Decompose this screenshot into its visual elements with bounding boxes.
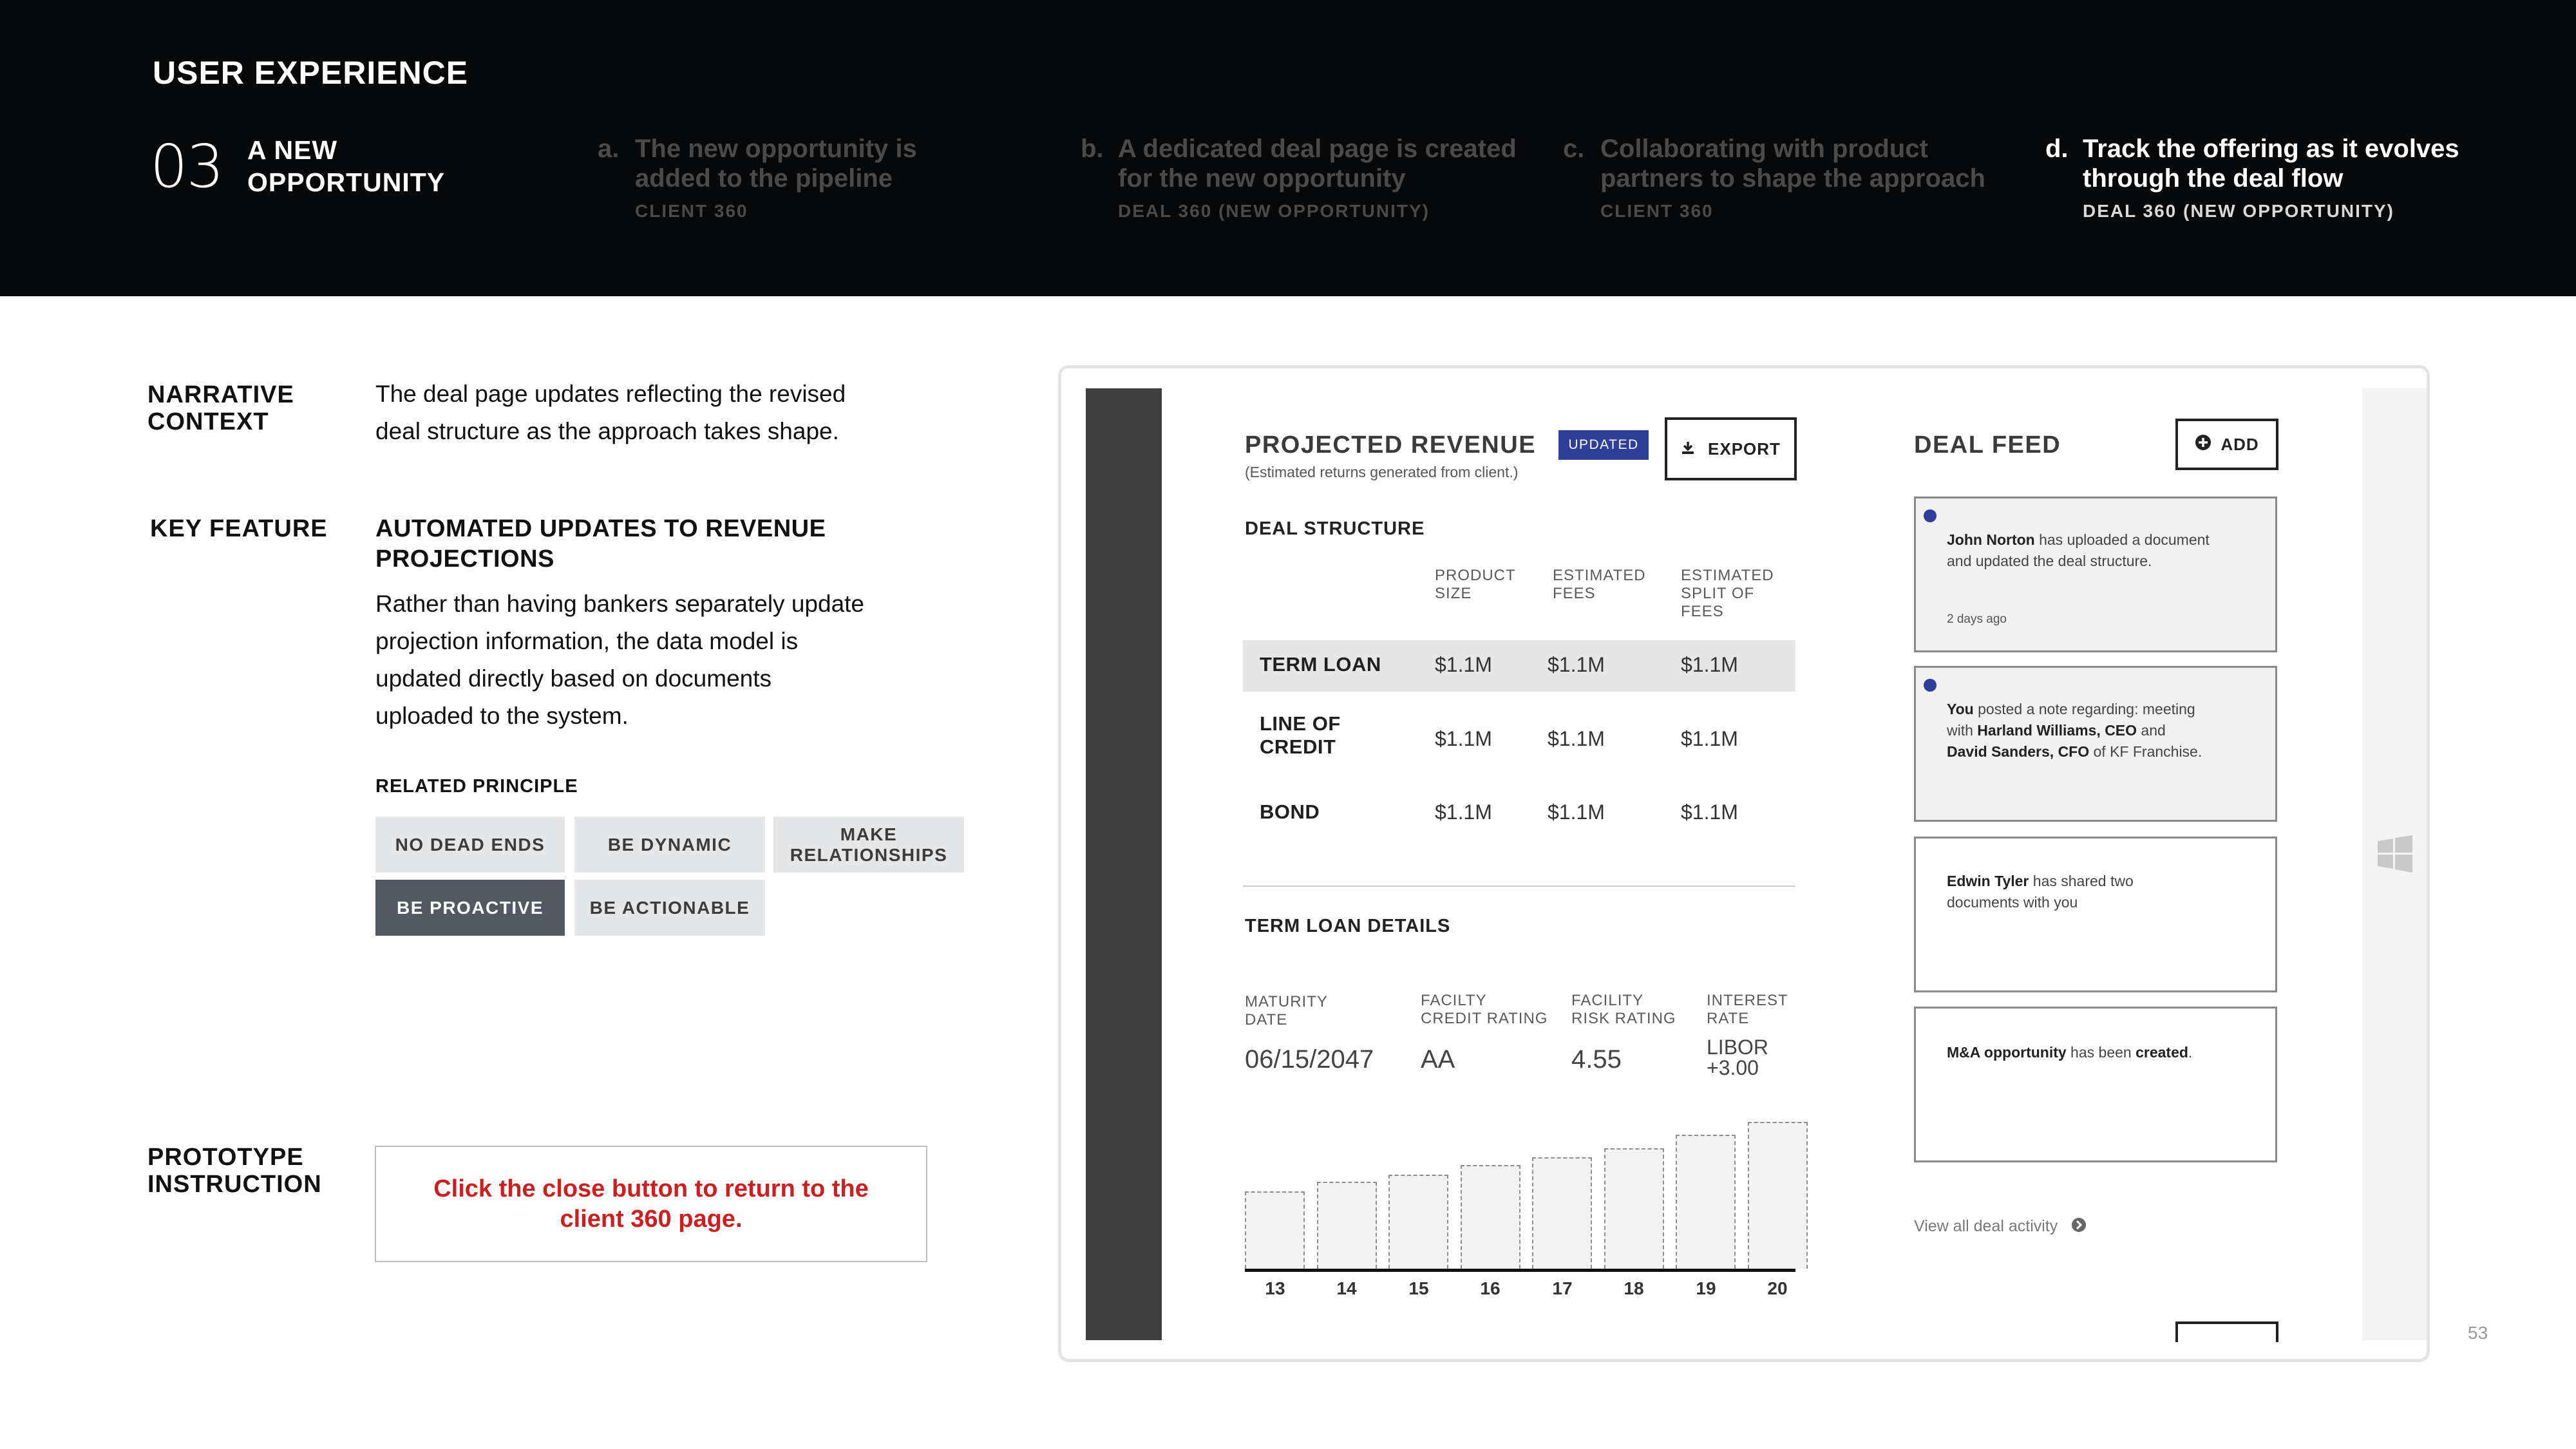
projected-revenue-title: PROJECTED REVENUE [1245, 431, 1537, 459]
key-feature-label: KEY FEATURE [150, 515, 328, 542]
download-icon [1681, 439, 1695, 459]
chart-tick-label: 14 [1336, 1278, 1357, 1298]
principle-chip-be-proactive[interactable]: BE PROACTIVE [375, 880, 565, 936]
step-title: A NEW OPPORTUNITY [247, 135, 446, 197]
step-c-context: CLIENT 360 [1600, 201, 1714, 221]
principle-chip-be-actionable[interactable]: BE ACTIONABLE [574, 880, 765, 936]
projected-revenue-subtitle: (Estimated returns generated from client.) [1245, 464, 1519, 480]
prototype-instruction-box [375, 1146, 927, 1262]
section-divider [1243, 886, 1795, 887]
deal-structure-title: DEAL STRUCTURE [1245, 518, 1425, 539]
table-cell: $1.1M [1681, 653, 1738, 676]
app-sidebar[interactable] [1086, 388, 1162, 1340]
step-a-text: The new opportunity is added to the pipeline [635, 135, 917, 193]
table-cell: $1.1M [1548, 727, 1605, 750]
field-label-risk-rating: FACILITY RISK RATING [1571, 992, 1676, 1027]
chart-bar [1604, 1148, 1664, 1269]
principle-chip-no-dead-ends[interactable]: NO DEAD ENDS [375, 817, 565, 873]
col-header-product-size: PRODUCT SIZE [1435, 567, 1516, 602]
field-value-maturity-date: 06/15/2047 [1245, 1045, 1374, 1074]
arrow-circle-right-icon [2071, 1217, 2087, 1237]
add-feed-button[interactable]: ADD [2175, 419, 2278, 470]
chart-bar [1388, 1175, 1448, 1269]
step-b-context: DEAL 360 (NEW OPPORTUNITY) [1118, 201, 1430, 221]
unread-dot [1924, 679, 1937, 692]
updated-badge: UPDATED [1558, 430, 1649, 460]
feed-item[interactable] [1914, 666, 2277, 822]
chart-tick-label: 17 [1552, 1278, 1573, 1298]
chart-x-axis [1245, 1269, 1795, 1272]
feed-item[interactable] [1914, 1007, 2277, 1162]
feed-item[interactable] [1914, 837, 2277, 992]
key-feature-title: AUTOMATED UPDATES TO REVENUE PROJECTIONS [375, 515, 826, 573]
chart-bar [1317, 1182, 1377, 1269]
deal-feed-title: DEAL FEED [1914, 431, 2061, 459]
narrative-label: NARRATIVE CONTEXT [147, 381, 294, 435]
step-b[interactable]: b. A dedicated deal page is created for the new opportunity DEAL 360 (NEW OPPORTUNITY) [1081, 134, 1525, 222]
field-value-risk-rating: 4.55 [1571, 1045, 1622, 1074]
step-d-context: DEAL 360 (NEW OPPORTUNITY) [2083, 201, 2394, 221]
related-principle-label: RELATED PRINCIPLE [375, 776, 578, 797]
row-label-term-loan[interactable]: TERM LOAN [1260, 653, 1381, 676]
chart-tick-label: 13 [1265, 1278, 1285, 1298]
key-feature-body: Rather than having bankers separately update projection information, the data model is updated directly based on documents uploaded to the system. [375, 591, 865, 729]
field-value-credit-rating: AA [1421, 1045, 1455, 1074]
table-cell: $1.1M [1681, 800, 1738, 824]
table-cell: $1.1M [1435, 727, 1492, 750]
step-c-text: Collaborating with product partners to shape the approach [1600, 135, 1985, 193]
chart-bar [1676, 1135, 1736, 1269]
step-a-context: CLIENT 360 [635, 201, 748, 221]
table-cell: $1.1M [1435, 800, 1492, 824]
chart-bar [1748, 1122, 1808, 1269]
narrative-text: The deal page updates reflecting the revised deal structure as the approach takes shape. [375, 381, 846, 444]
col-header-estimated-fees: ESTIMATED FEES [1553, 567, 1646, 602]
feed-item-message: John Norton has uploaded a document and updated the deal structure. [1947, 531, 2210, 569]
chart-tick-label: 15 [1408, 1278, 1429, 1298]
chart-bar [1532, 1157, 1592, 1269]
feed-item-message: M&A opportunity has been created. [1947, 1044, 2193, 1061]
view-all-deal-activity-link[interactable]: View all deal activity [1914, 1217, 2087, 1237]
chart-bar [1245, 1191, 1305, 1269]
field-label-credit-rating: FACILTY CREDIT RATING [1421, 992, 1548, 1027]
section-title: USER EXPERIENCE [153, 55, 469, 91]
partial-button[interactable] [2175, 1321, 2278, 1342]
step-a[interactable]: a. The new opportunity is added to the pipeline CLIENT 360 [598, 134, 1042, 222]
field-label-interest-rate: INTEREST RATE [1707, 992, 1788, 1027]
chart-tick-label: 19 [1696, 1278, 1716, 1298]
chart-bar [1461, 1165, 1520, 1269]
chart-tick-label: 18 [1624, 1278, 1644, 1298]
unread-dot [1924, 509, 1937, 522]
page-number: 53 [2468, 1323, 2488, 1343]
windows-icon[interactable] [2376, 835, 2414, 873]
feed-item-time: 2 days ago [1947, 612, 2007, 626]
row-label-line-of-credit[interactable]: LINE OF CREDIT [1260, 712, 1341, 758]
step-number: 03 [150, 132, 223, 201]
principle-chip-make-relationships[interactable]: MAKE RELATIONSHIPS [773, 817, 964, 873]
feed-item-message: You posted a note regarding: meeting with Harland Williams, CEO and David Sanders, CFO of KF Franchise. [1947, 701, 2202, 760]
row-label-bond[interactable]: BOND [1260, 800, 1320, 823]
principle-chip-be-dynamic[interactable]: BE DYNAMIC [574, 817, 765, 873]
step-d[interactable]: d. Track the offering as it evolves through the deal flow DEAL 360 (NEW OPPORTUNITY) [2045, 134, 2490, 222]
col-header-estimated-split: ESTIMATED SPLIT OF FEES [1681, 567, 1774, 620]
feed-item[interactable] [1914, 497, 2277, 652]
table-cell: $1.1M [1548, 653, 1605, 676]
table-cell: $1.1M [1681, 727, 1738, 750]
plus-circle-icon [2195, 434, 2211, 455]
step-c[interactable]: c. Collaborating with product partners to shape the approach CLIENT 360 [1563, 134, 2007, 222]
field-label-maturity-date: MATURITY DATE [1245, 993, 1328, 1028]
prototype-label: PROTOTYPE INSTRUCTION [147, 1144, 322, 1198]
chart-tick-label: 20 [1767, 1278, 1788, 1298]
prototype-instruction-text: Click the close button to return to the client 360 page. [433, 1175, 869, 1233]
field-value-interest-rate: LIBOR +3.00 [1707, 1036, 1769, 1079]
step-d-text: Track the offering as it evolves through the deal flow [2083, 135, 2459, 193]
feed-item-message: Edwin Tyler has shared two documents with you [1947, 873, 2134, 911]
step-b-text: A dedicated deal page is created for the new opportunity [1118, 135, 1517, 193]
chart-tick-label: 16 [1480, 1278, 1501, 1298]
export-button[interactable]: EXPORT [1665, 417, 1797, 480]
term-loan-details-title: TERM LOAN DETAILS [1245, 916, 1451, 936]
table-cell: $1.1M [1435, 653, 1492, 676]
table-cell: $1.1M [1548, 800, 1605, 824]
